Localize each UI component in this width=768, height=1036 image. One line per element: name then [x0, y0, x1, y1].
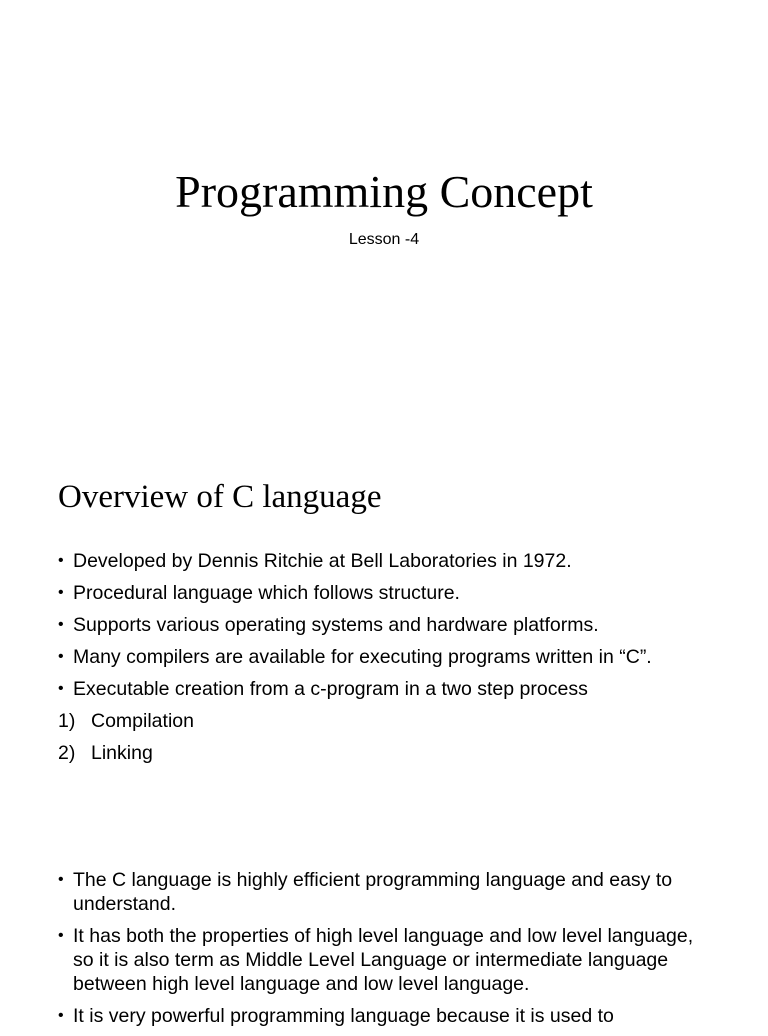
bullet-icon: • — [58, 927, 64, 944]
overview-bullet-list — [58, 549, 748, 709]
bullet-text: Executable creation from a c-program in a two step process — [73, 678, 588, 700]
bullet-icon: • — [58, 616, 64, 633]
lesson-subtitle: Lesson -4 — [348, 231, 420, 248]
bullet-icon: • — [58, 680, 64, 697]
step-text: Compilation — [91, 710, 194, 732]
features-content — [58, 868, 718, 1036]
bullet-icon: • — [58, 584, 64, 601]
numbered-item — [58, 741, 748, 773]
bullet-text: Many compilers are available for executing programs written in “C”. — [73, 646, 652, 668]
overview-content — [58, 549, 748, 773]
step-text: Linking — [91, 742, 153, 764]
bullet-text: It has both the properties of high level language and low level language, so it is also term as Middle Level Language or intermediate language between high level language and low level language. — [73, 925, 694, 995]
bullet-item — [58, 645, 748, 677]
presentation-title: Programming Concept — [175, 166, 593, 217]
overview-title: Overview of C language — [58, 479, 382, 515]
bullet-text: It is very powerful programming language because it is used to — [73, 1005, 614, 1027]
step-number: 1) — [58, 710, 76, 732]
process-steps-list — [58, 709, 748, 773]
bullet-item — [58, 677, 748, 709]
features-bullet-list — [58, 868, 718, 1028]
step-number: 2) — [58, 742, 76, 764]
bullet-item — [58, 613, 748, 645]
bullet-icon: • — [58, 871, 64, 888]
bullet-item — [58, 581, 748, 613]
bullet-text: Developed by Dennis Ritchie at Bell Laboratories in 1972. — [73, 550, 572, 572]
bullet-item — [58, 868, 718, 916]
title-slide — [0, 0, 768, 420]
bullet-icon: • — [58, 552, 64, 569]
bullet-text: Supports various operating systems and hardware platforms. — [73, 614, 599, 636]
bullet-text: Procedural language which follows structure. — [73, 582, 460, 604]
bullet-icon: • — [58, 1007, 64, 1024]
numbered-item — [58, 709, 748, 741]
bullet-item — [58, 549, 748, 581]
bullet-item — [58, 1004, 718, 1028]
bullet-text: The C language is highly efficient programming language and easy to understand. — [73, 869, 673, 915]
bullet-item — [58, 924, 718, 996]
bullet-icon: • — [58, 648, 64, 665]
